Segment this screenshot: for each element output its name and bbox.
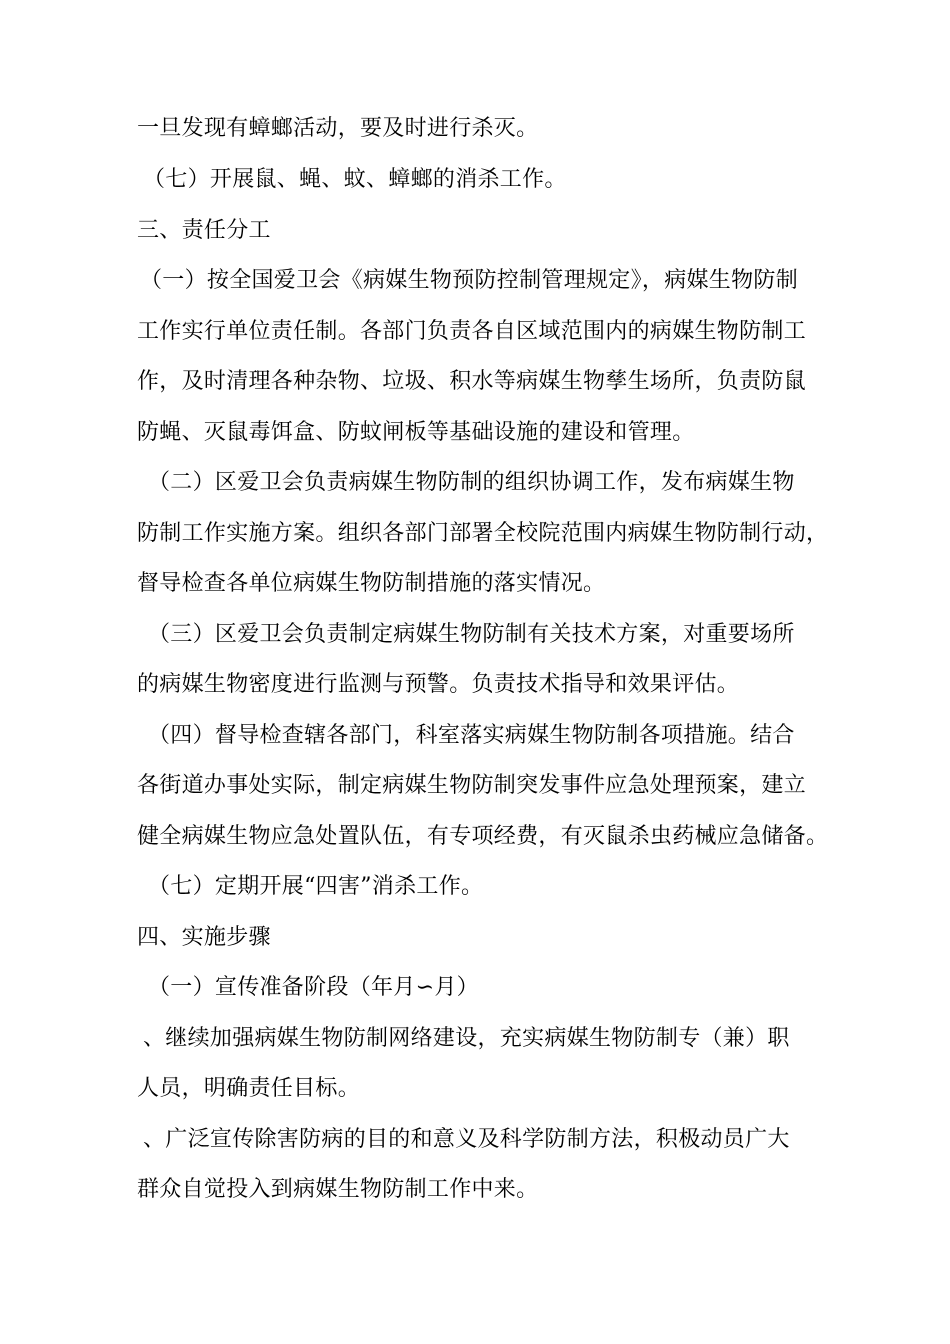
section-heading: 四、实施步骤 <box>137 925 271 950</box>
text-line: 督导检查各单位病媒生物防制措施的落实情况。 <box>137 571 606 596</box>
text-line: （一）按全国爱卫会《病媒生物预防控制管理规定》，病媒生物防制 <box>140 268 799 293</box>
text-line: 、广泛宣传除害防病的目的和意义及科学防制方法，积极动员广大 <box>143 1127 790 1152</box>
text-line: （七）定期开展“四害”消杀工作。 <box>148 874 484 899</box>
text-line: 作，及时清理各种杂物、垃圾、积水等病媒生物孳生场所，负责防鼠 <box>137 369 807 394</box>
section-heading: 三、责任分工 <box>137 218 271 243</box>
text-line: 群众自觉投入到病媒生物防制工作中来。 <box>137 1177 539 1202</box>
text-line: 、继续加强病媒生物防制网络建设，充实病媒生物防制专（兼）职 <box>143 1026 790 1051</box>
text-line: 健全病媒生物应急处置队伍，有专项经费，有灭鼠杀虫药械应急储备。 <box>137 824 829 849</box>
text-line: （二）区爱卫会负责病媒生物防制的组织协调工作，发布病媒生物 <box>148 470 795 495</box>
text-line: （一）宣传准备阶段（年月∽月） <box>148 975 479 1000</box>
text-line: 工作实行单位责任制。各部门负责各自区域范围内的病媒生物防制工 <box>137 319 807 344</box>
text-line: （七）开展鼠、蝇、蚊、蟑螂的消杀工作。 <box>143 167 567 192</box>
text-line: 的病媒生物密度进行监测与预警。负责技术指导和效果评估。 <box>137 672 740 697</box>
text-line: 一旦发现有蟑螂活动，要及时进行杀灭。 <box>137 116 539 141</box>
text-line: 各街道办事处实际，制定病媒生物防制突发事件应急处理预案，建立 <box>137 773 807 798</box>
text-line: 防制工作实施方案。组织各部门部署全校院范围内病媒生物防制行动， <box>137 521 829 546</box>
text-line: 人员，明确责任目标。 <box>137 1076 361 1101</box>
text-line: （三）区爱卫会负责制定病媒生物防制有关技术方案，对重要场所 <box>148 622 795 647</box>
text-line: 防蝇、灭鼠毒饵盒、防蚊闸板等基础设施的建设和管理。 <box>137 420 695 445</box>
text-line: （四）督导检查辖各部门，科室落实病媒生物防制各项措施。结合 <box>148 723 795 748</box>
